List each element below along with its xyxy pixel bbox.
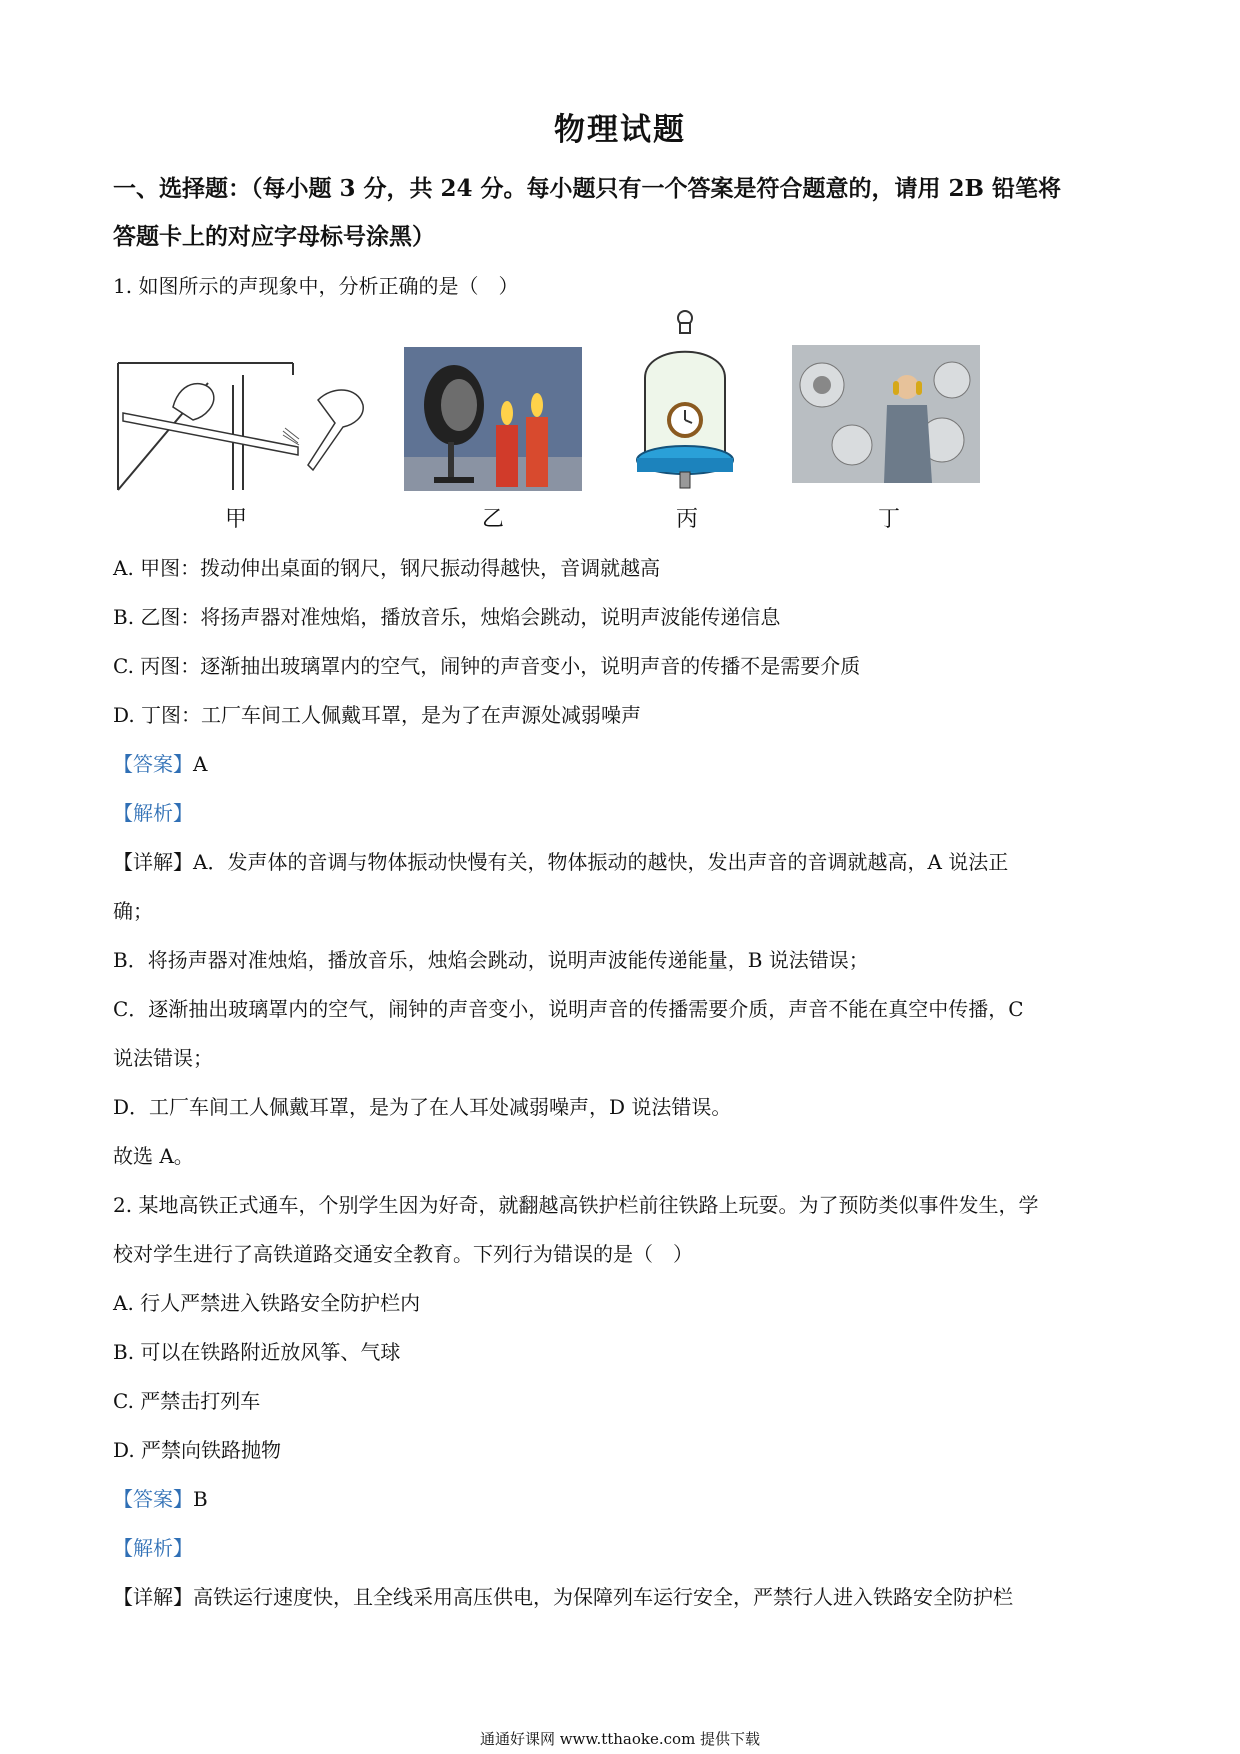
- q1-conclusion: 故选 A。: [113, 1144, 194, 1168]
- page-title: 物理试题: [554, 112, 686, 148]
- q2-analysis-tag: 【解析】: [113, 1536, 193, 1560]
- caption-jia: 甲: [225, 507, 248, 532]
- answer-value: B: [193, 1487, 208, 1511]
- q2-answer: [113, 1483, 208, 1512]
- caption-bing: 丙: [676, 507, 699, 532]
- q2-option-c: C. 严禁击打列车: [113, 1389, 261, 1413]
- q1-option-b: B. 乙图：将扬声器对准烛焰，播放音乐，烛焰会跳动，说明声波能传递信息: [113, 605, 781, 629]
- detail-text: A．发声体的音调与物体振动快慢有关，物体振动的越快，发出声音的音调就越高，A 说法正: [193, 850, 1009, 874]
- figure-bing-bell-jar-illustration: [630, 308, 740, 498]
- q1-detail-line: C．逐渐抽出玻璃罩内的空气，闹钟的声音变小，说明声音的传播需要介质，声音不能在真空中传播，C: [113, 997, 1024, 1021]
- detail-tag: 【详解】: [113, 850, 193, 874]
- q2-stem-line1: 2. 某地高铁正式通车，个别学生因为好奇，就翻越高铁护栏前往铁路上玩耍。为了预防类似事件发生，学: [113, 1193, 1039, 1217]
- section-heading-line1: 一、选择题：（每小题 3 分，共 24 分。每小题只有一个答案是符合题意的，请用 2B 铅笔将: [113, 175, 1061, 202]
- figure-jia-ruler-illustration: [113, 355, 373, 495]
- answer-tag: 【答案】: [113, 1487, 193, 1511]
- q2-stem-line2: 校对学生进行了高铁道路交通安全教育。下列行为错误的是（ ）: [113, 1242, 693, 1266]
- q1-detail-line: D．工厂车间工人佩戴耳罩，是为了在人耳处减弱噪声，D 说法错误。: [113, 1095, 732, 1119]
- q1-answer: [113, 748, 207, 777]
- caption-ding: 丁: [878, 507, 901, 532]
- q1-detail-line: [113, 846, 1008, 875]
- q1-detail-line: 说法错误；: [113, 1046, 213, 1070]
- footer-source: 通通好课网 www.tthaoke.com 提供下载: [479, 1730, 761, 1748]
- q1-stem: 1. 如图所示的声现象中，分析正确的是（ ）: [113, 274, 519, 298]
- q1-analysis-tag: 【解析】: [113, 801, 193, 825]
- q1-detail-line: B．将扬声器对准烛焰，播放音乐，烛焰会跳动，说明声波能传递能量，B 说法错误；: [113, 948, 869, 972]
- figure-yi-speaker-candles-photo: [404, 347, 582, 491]
- q2-option-d: D. 严禁向铁路抛物: [113, 1438, 282, 1462]
- answer-tag: 【答案】: [113, 752, 193, 776]
- q2-option-b: B. 可以在铁路附近放风筝、气球: [113, 1340, 401, 1364]
- caption-yi: 乙: [482, 507, 505, 532]
- answer-value: A: [193, 752, 208, 776]
- q1-option-a: A. 甲图：拨动伸出桌面的钢尺，钢尺振动得越快，音调就越高: [113, 556, 661, 580]
- section-heading-line2: 答题卡上的对应字母标号涂黑）: [113, 223, 435, 250]
- q1-option-d: D. 丁图：工厂车间工人佩戴耳罩，是为了在声源处减弱噪声: [113, 703, 642, 727]
- q2-option-a: A. 行人严禁进入铁路安全防护栏内: [113, 1291, 421, 1315]
- q2-detail-line: [113, 1581, 1013, 1610]
- q1-option-c: C. 丙图：逐渐抽出玻璃罩内的空气，闹钟的声音变小，说明声音的传播不是需要介质: [113, 654, 861, 678]
- q1-detail-line: 确；: [113, 899, 153, 923]
- detail-tag: 【详解】: [113, 1585, 193, 1609]
- figure-ding-factory-worker-photo: [792, 345, 980, 483]
- detail-text: 高铁运行速度快，且全线采用高压供电，为保障列车运行安全，严禁行人进入铁路安全防护栏: [193, 1585, 1013, 1609]
